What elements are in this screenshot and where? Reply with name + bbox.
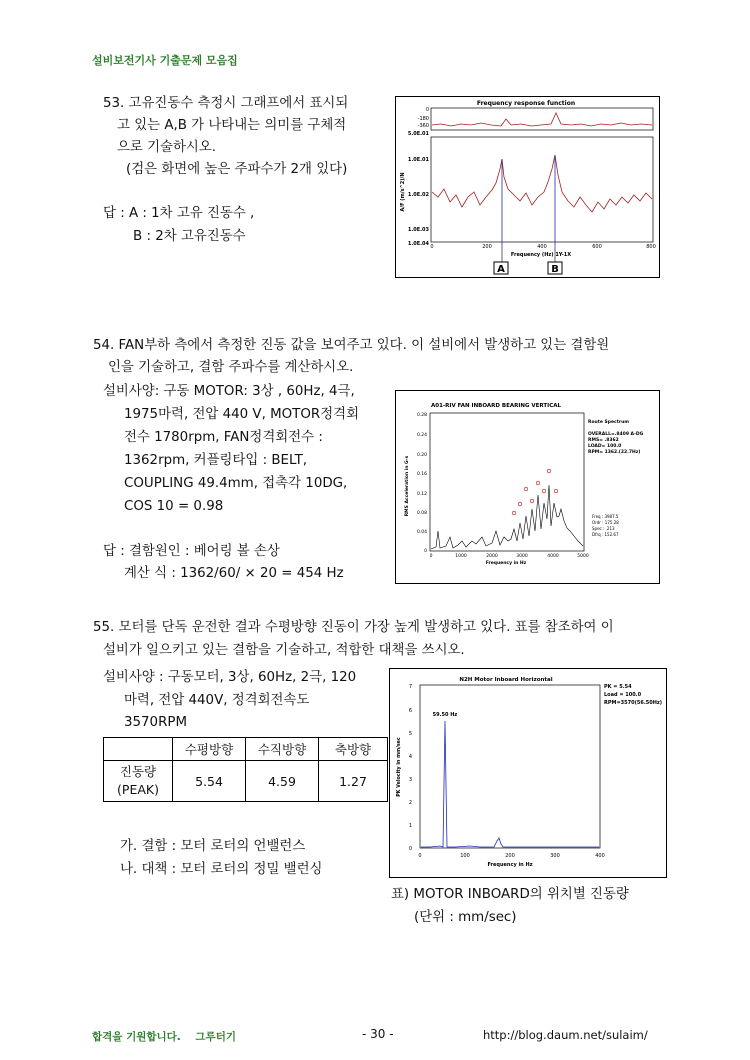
motor-y-tick: 3 xyxy=(408,777,412,783)
q53-line-2: 고 있는 A,B 가 나타내는 의미를 구체적 xyxy=(117,118,347,133)
q53-line-4: (검은 화면에 높은 주파수가 2개 있다) xyxy=(126,162,348,177)
frf-ylabel: A/F (m/s^2)/N xyxy=(400,172,406,212)
fan-cursor: Ordr : 175.28 xyxy=(592,520,619,525)
fan-svg xyxy=(396,391,659,583)
fan-cursor: Spec : .213 xyxy=(592,526,615,531)
footer-left: 합격을 기원합니다. 그루터기 xyxy=(92,1031,236,1043)
motor-x-tick: 200 xyxy=(505,853,515,859)
fan-info: OVERALL=.8409 A-DG xyxy=(588,432,644,437)
fan-peak-marker xyxy=(512,511,516,515)
frf-title: Frequency response function xyxy=(476,100,576,107)
q55-spec-1: 설비사양 : 구동모터, 3상, 60Hz, 2극, 120 xyxy=(103,670,357,685)
fan-info: Route Spectrum xyxy=(588,420,629,425)
motor-info: RPM=3570(56.50Hz) xyxy=(604,700,663,706)
fan-peak-marker xyxy=(542,489,546,493)
frf-top-tick: -360 xyxy=(417,123,429,129)
fan-x-tick: 5000 xyxy=(577,554,589,559)
motor-spectrum-line xyxy=(421,721,599,847)
frf-phase-panel xyxy=(431,108,653,130)
fan-peak-marker xyxy=(518,502,522,506)
q54-spec-6: COS 10 = 0.98 xyxy=(124,499,224,514)
q54-line-1: 54. FAN부하 측에서 측정한 진동 값을 보여주고 있다. 이 설비에서 발생하고 있는 결함원 xyxy=(93,338,610,353)
motor-y-tick: 6 xyxy=(408,708,412,714)
q54-spec-1: 설비사양: 구동 MOTOR: 3상 , 60Hz, 4극, xyxy=(103,384,355,399)
page-header: 설비보전기사 기출문제 모음집 xyxy=(92,54,238,67)
frf-x-tick: 600 xyxy=(592,244,602,250)
motor-y-tick: 0 xyxy=(408,846,412,852)
q55-answer-1: 가. 결함 : 모터 로터의 언밸런스 xyxy=(120,839,306,854)
table-header-cell: 수평방향 xyxy=(173,738,246,761)
fan-spectrum-figure xyxy=(395,390,660,584)
table-header-cell: 축방향 xyxy=(319,738,388,761)
fan-ylabel: RMS Acceleration in G-s xyxy=(405,455,410,517)
frf-x-tick: 200 xyxy=(482,244,492,250)
frf-x-tick: 800 xyxy=(646,244,656,250)
table-header-cell: 수직방향 xyxy=(246,738,319,761)
motor-y-tick: 5 xyxy=(408,731,412,737)
fan-x-tick: 3000 xyxy=(516,554,528,559)
frequency-response-figure xyxy=(395,96,660,278)
frf-y-tick: 1.0E.02 xyxy=(407,192,429,198)
fan-info: RMS= .8362 xyxy=(588,438,619,443)
q55-spec-3: 3570RPM xyxy=(124,715,188,730)
vibration-table xyxy=(103,737,388,802)
frf-top-tick: 0 xyxy=(425,107,429,113)
frf-marker-b: B xyxy=(551,264,559,275)
row-label-line-2: (PEAK) xyxy=(117,782,159,797)
fan-peak-marker xyxy=(530,499,534,503)
q54-spec-4: 1362rpm, 커플링타입 : BELT, xyxy=(124,453,308,468)
fan-info: RPM= 1362.(22.7Hz) xyxy=(588,450,641,455)
q53-answer-1: 답 : A : 1차 고유 진동수 , xyxy=(103,206,255,221)
q54-answer-2: 계산 식 : 1362/60/ × 20 = 454 Hz xyxy=(124,566,344,581)
table-header-cell xyxy=(104,738,173,761)
motor-y-tick: 2 xyxy=(408,800,412,806)
fan-y-tick: 0.08 xyxy=(416,511,427,516)
q53-line-1: 53. 고유진동수 측정시 그래프에서 표시되 xyxy=(103,96,349,111)
q55-line-1: 55. 모터를 단독 운전한 결과 수평방향 진동이 가장 높게 발생하고 있다. 표를 참조하여 이 xyxy=(93,620,614,635)
footer-url[interactable]: http://blog.daum.net/sulaim/ xyxy=(483,1028,648,1042)
motor-peak-label: 59.50 Hz xyxy=(432,712,458,718)
motor-spectrum-figure xyxy=(389,668,667,878)
motor-y-tick: 7 xyxy=(408,684,412,690)
fan-cursor: Freq : 3987.5 xyxy=(592,514,619,519)
fan-y-tick: 0.16 xyxy=(416,472,427,477)
motor-info: PK = 5.54 xyxy=(604,684,632,690)
q54-answer-1: 답 : 결함원인 : 베어링 볼 손상 xyxy=(103,544,280,559)
fan-info: LOAD= 100.0 xyxy=(588,444,622,449)
fan-x-tick: 1000 xyxy=(455,554,467,559)
q55-caption-1: 표) MOTOR INBOARD의 위치별 진동량 xyxy=(391,887,629,902)
frf-top-tick: -180 xyxy=(417,116,429,122)
motor-y-tick: 1 xyxy=(408,823,412,829)
fan-y-tick: 0 xyxy=(424,549,427,554)
motor-title: N2H Motor Inboard Horizontal xyxy=(459,677,553,683)
frf-phase-curve xyxy=(432,113,652,126)
fan-cursor: Dfrq : 152.67 xyxy=(592,532,619,537)
q55-caption-2: (단위 : mm/sec) xyxy=(414,910,517,925)
motor-x-tick: 300 xyxy=(550,853,560,859)
fan-x-tick: 2000 xyxy=(486,554,498,559)
table-row-label xyxy=(104,761,173,802)
table-cell: 1.27 xyxy=(319,761,388,802)
fan-title: A01-RIV FAN INBOARD BEARING VERTICAL xyxy=(430,403,562,409)
motor-x-tick: 100 xyxy=(460,853,470,859)
frf-main-panel xyxy=(431,137,653,242)
motor-ylabel: PK Velocity in mm/sec xyxy=(397,737,402,797)
fan-y-tick: 0.28 xyxy=(416,413,427,418)
motor-y-tick: 4 xyxy=(408,754,412,760)
frf-x-tick: 400 xyxy=(537,244,547,250)
table-cell: 4.59 xyxy=(246,761,319,802)
frf-y-tick: 1.0E.03 xyxy=(407,227,429,233)
frf-svg xyxy=(396,97,659,277)
fan-y-tick: 0.04 xyxy=(416,530,427,535)
motor-x-tick: 400 xyxy=(595,853,605,859)
fan-y-tick: 0.12 xyxy=(416,492,427,497)
q53-answer-2: B : 2차 고유진동수 xyxy=(133,229,246,244)
q53-line-3: 으로 기술하시오. xyxy=(117,140,217,155)
frf-y-tick: 5.0E.01 xyxy=(407,131,429,137)
frf-xlabel: Frequency (Hz) 1Y-1X xyxy=(510,252,572,258)
fan-spectrum-line xyxy=(431,485,583,549)
row-label-line-1: 진동량 xyxy=(119,764,157,779)
fan-x-tick: 0 xyxy=(429,554,433,559)
fan-y-tick: 0.20 xyxy=(416,453,427,458)
q55-spec-2: 마력, 전압 440V, 정격회전속도 xyxy=(124,693,310,708)
q54-spec-5: COUPLING 49.4mm, 접촉각 10DG, xyxy=(124,476,348,491)
fan-y-tick: 0.24 xyxy=(416,433,427,438)
page-number: - 30 - xyxy=(362,1027,394,1041)
fan-xlabel: Frequency in Hz xyxy=(485,561,527,566)
fan-peak-marker xyxy=(524,487,528,491)
frf-magnitude-curve xyxy=(432,155,652,212)
motor-svg xyxy=(390,669,666,877)
q55-answer-2: 나. 대책 : 모터 로터의 정밀 밸런싱 xyxy=(120,862,323,877)
q54-spec-2: 1975마력, 전압 440 V, MOTOR정격회 xyxy=(124,407,359,422)
motor-xlabel: Frequency in Hz xyxy=(487,862,533,868)
motor-x-tick: 0 xyxy=(418,853,422,859)
table-cell: 5.54 xyxy=(173,761,246,802)
fan-peak-marker xyxy=(554,489,558,493)
frf-y-tick: 1.0E.04 xyxy=(407,241,429,247)
q54-spec-3: 전수 1780rpm, FAN정격회전수 : xyxy=(124,430,323,445)
q55-line-2: 설비가 일으키고 있는 결함을 기술하고, 적합한 대책을 쓰시오. xyxy=(103,643,465,658)
frf-y-tick: 1.0E.01 xyxy=(407,157,429,163)
fan-plot-area xyxy=(430,413,584,551)
fan-peak-marker xyxy=(536,481,540,485)
table-header-row xyxy=(104,738,388,761)
q54-line-2: 인을 기술하고, 결함 주파수를 계산하시오. xyxy=(108,360,354,375)
fan-peak-marker xyxy=(547,469,551,473)
frf-marker-a: A xyxy=(497,264,505,275)
motor-info: Load = 100.0 xyxy=(604,692,642,698)
table-row xyxy=(104,761,388,802)
fan-x-tick: 4000 xyxy=(547,554,559,559)
frf-x-tick: 0 xyxy=(430,244,434,250)
